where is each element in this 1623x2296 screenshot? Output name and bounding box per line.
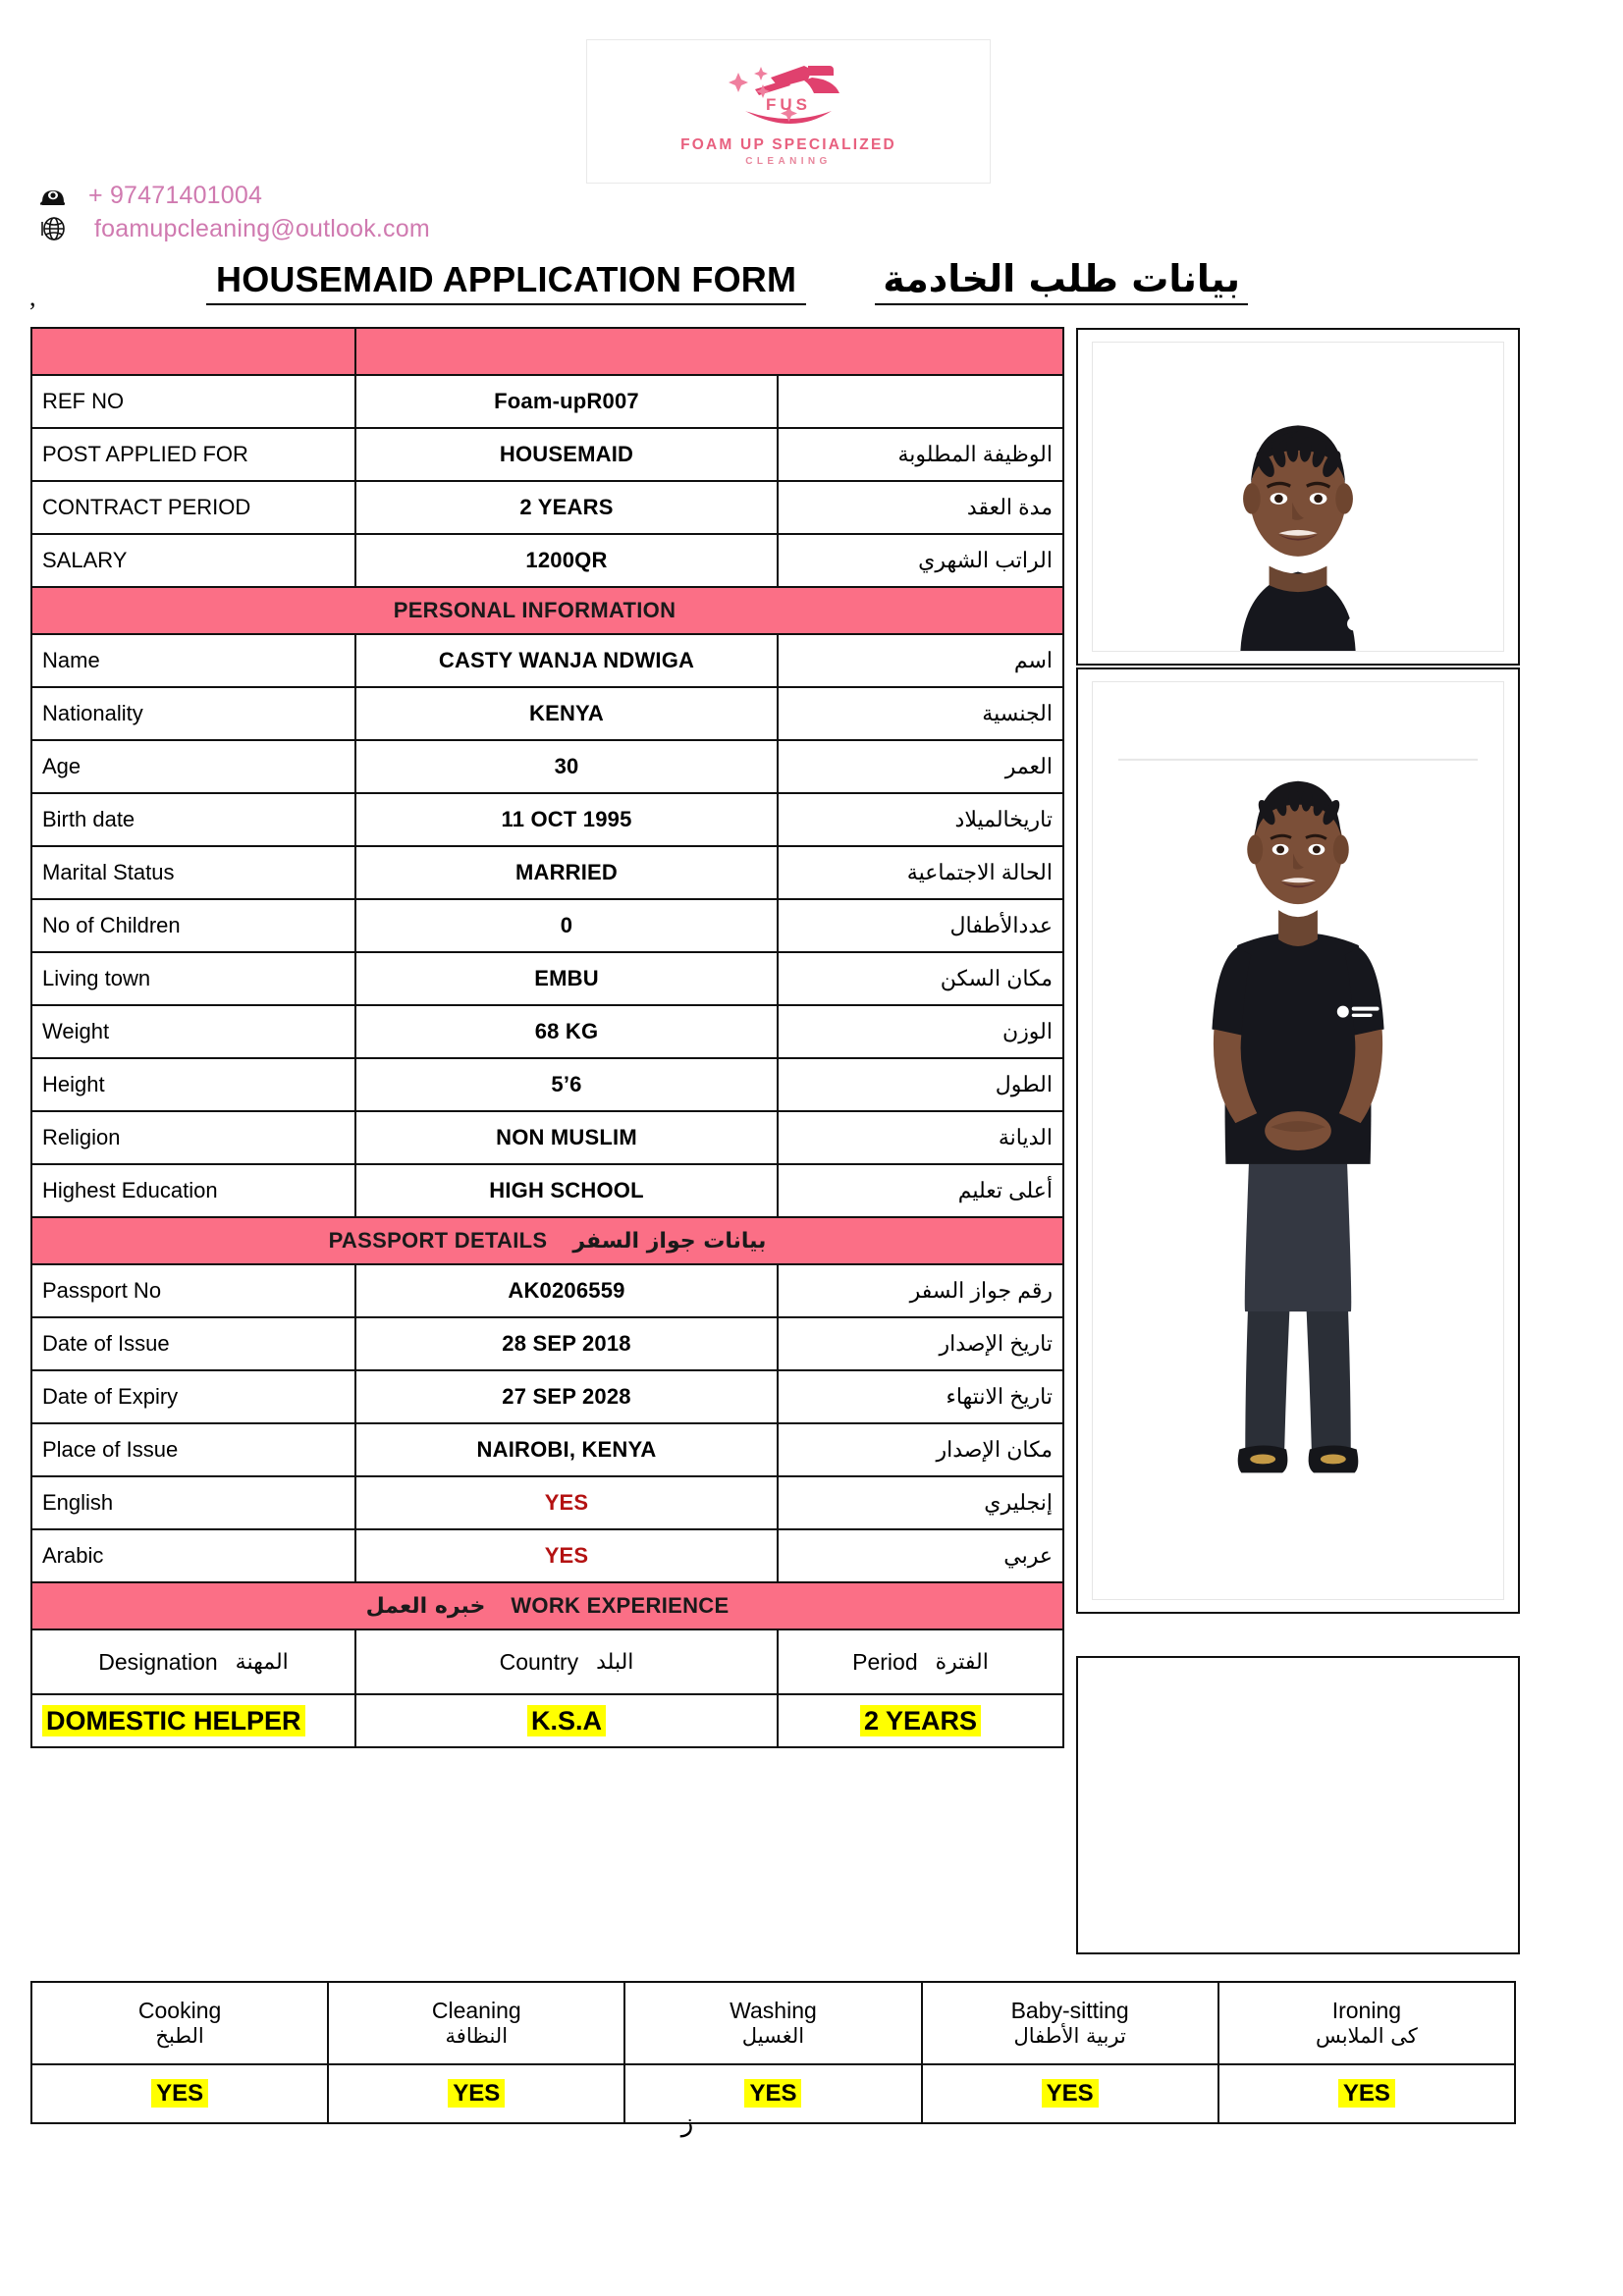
work-experience-period-cell bbox=[778, 1694, 1063, 1747]
table-row bbox=[31, 375, 1063, 428]
row-value: YES bbox=[355, 1476, 778, 1529]
row-label: Religion bbox=[31, 1111, 355, 1164]
row-label-arabic: الراتب الشهري bbox=[778, 534, 1063, 587]
skill-name-arabic: الطبخ bbox=[155, 2024, 204, 2049]
row-label: Living town bbox=[31, 952, 355, 1005]
table-row bbox=[31, 1264, 1063, 1317]
row-label: Name bbox=[31, 634, 355, 687]
row-label: English bbox=[31, 1476, 355, 1529]
work-experience-country: K.S.A bbox=[527, 1705, 606, 1736]
fullbody-photo-frame bbox=[1092, 681, 1504, 1600]
table-row bbox=[31, 1111, 1063, 1164]
applicant-fullbody-photo-box bbox=[1076, 667, 1520, 1614]
skill-header-cell bbox=[31, 1982, 328, 2064]
work-experience-header-row bbox=[31, 1629, 1063, 1694]
column-header-arabic: الفترة bbox=[935, 1649, 989, 1675]
row-label-arabic: مدة العقد bbox=[778, 481, 1063, 534]
logo-company-subtitle: CLEANING bbox=[745, 156, 832, 167]
row-label: Nationality bbox=[31, 687, 355, 740]
row-label: Highest Education bbox=[31, 1164, 355, 1217]
top-band-right-cell bbox=[355, 328, 1063, 375]
skill-header-cell bbox=[328, 1982, 624, 2064]
row-label: POST APPLIED FOR bbox=[31, 428, 355, 481]
page-title bbox=[206, 250, 1375, 305]
empty-photo-box bbox=[1076, 1656, 1520, 1954]
row-value: HIGH SCHOOL bbox=[355, 1164, 778, 1217]
work-experience-band-cell bbox=[31, 1582, 1063, 1629]
skill-name-english: Ironing bbox=[1331, 1997, 1402, 2023]
work-experience-column-header bbox=[778, 1629, 1063, 1694]
row-value: 5’6 bbox=[355, 1058, 778, 1111]
work-experience-band bbox=[31, 1582, 1063, 1629]
skill-name-english: Cleaning bbox=[431, 1997, 521, 2023]
work-experience-band-english: WORK EXPERIENCE bbox=[511, 1593, 730, 1618]
row-value: 11 OCT 1995 bbox=[355, 793, 778, 846]
row-label-arabic: تاريخ الإصدار bbox=[778, 1317, 1063, 1370]
passport-details-band-arabic: بيانات جواز السفر bbox=[572, 1229, 767, 1254]
row-label: Date of Issue bbox=[31, 1317, 355, 1370]
table-row bbox=[31, 899, 1063, 952]
telephone-icon bbox=[33, 181, 73, 210]
work-experience-column-header bbox=[355, 1629, 778, 1694]
skills-header-row bbox=[31, 1982, 1515, 2064]
row-label-arabic: مكان الإصدار bbox=[778, 1423, 1063, 1476]
row-label-arabic: إنجليري bbox=[778, 1476, 1063, 1529]
page-title-english: HOUSEMAID APPLICATION FORM bbox=[206, 259, 806, 305]
logo-company-name: FOAM UP SPECIALIZED bbox=[680, 136, 896, 153]
row-label: Date of Expiry bbox=[31, 1370, 355, 1423]
row-value: HOUSEMAID bbox=[355, 428, 778, 481]
table-row bbox=[31, 634, 1063, 687]
contact-email-row bbox=[33, 212, 544, 245]
table-row bbox=[31, 1317, 1063, 1370]
work-experience-designation: DOMESTIC HELPER bbox=[42, 1705, 305, 1736]
row-label: Passport No bbox=[31, 1264, 355, 1317]
company-logo bbox=[586, 39, 991, 184]
top-band-left-cell bbox=[31, 328, 355, 375]
row-label: Height bbox=[31, 1058, 355, 1111]
skill-header-cell bbox=[1218, 1982, 1515, 2064]
table-row bbox=[31, 1370, 1063, 1423]
row-label-arabic: عددالأطفال bbox=[778, 899, 1063, 952]
work-experience-column-header bbox=[31, 1629, 355, 1694]
row-label: Marital Status bbox=[31, 846, 355, 899]
row-label-arabic: الديانة bbox=[778, 1111, 1063, 1164]
row-label: Arabic bbox=[31, 1529, 355, 1582]
row-label-arabic: رقم جواز السفر bbox=[778, 1264, 1063, 1317]
contact-phone-row bbox=[33, 179, 544, 212]
table-row bbox=[31, 1423, 1063, 1476]
skill-name-arabic: كى الملابس bbox=[1316, 2024, 1418, 2049]
row-value: Foam-upR007 bbox=[355, 375, 778, 428]
row-value: KENYA bbox=[355, 687, 778, 740]
passport-details-band-english: PASSPORT DETAILS bbox=[328, 1228, 548, 1253]
skill-header-cell bbox=[624, 1982, 921, 2064]
row-label-arabic: الوزن bbox=[778, 1005, 1063, 1058]
globe-icon bbox=[33, 214, 73, 243]
row-label: Age bbox=[31, 740, 355, 793]
table-row bbox=[31, 1164, 1063, 1217]
work-experience-country-cell bbox=[355, 1694, 778, 1747]
row-label-arabic: الوظيفة المطلوبة bbox=[778, 428, 1063, 481]
skill-value: YES bbox=[1338, 2079, 1395, 2108]
passport-details-band-cell bbox=[31, 1217, 1063, 1264]
row-label: REF NO bbox=[31, 375, 355, 428]
row-value: 68 KG bbox=[355, 1005, 778, 1058]
work-experience-entry-row bbox=[31, 1694, 1063, 1747]
work-experience-period: 2 YEARS bbox=[860, 1705, 981, 1736]
table-row bbox=[31, 846, 1063, 899]
table-row bbox=[31, 793, 1063, 846]
skill-value: YES bbox=[448, 2079, 505, 2108]
row-label-arabic: اسم bbox=[778, 634, 1063, 687]
personal-information-band-arabic bbox=[676, 599, 701, 623]
row-label: SALARY bbox=[31, 534, 355, 587]
row-label-arabic: أعلى تعليم bbox=[778, 1164, 1063, 1217]
row-value: CASTY WANJA NDWIGA bbox=[355, 634, 778, 687]
column-header-english: Designation bbox=[98, 1648, 218, 1675]
logo-mark-text: FUS bbox=[766, 95, 811, 114]
portrait-photo-frame bbox=[1092, 342, 1504, 652]
table-row bbox=[31, 428, 1063, 481]
personal-information-band-cell bbox=[31, 587, 1063, 634]
column-header-arabic: البلد bbox=[596, 1649, 634, 1675]
skills-table bbox=[30, 1981, 1516, 2124]
skill-value: YES bbox=[744, 2079, 801, 2108]
application-details-table bbox=[30, 327, 1064, 1748]
top-pink-band bbox=[31, 328, 1063, 375]
row-label: Weight bbox=[31, 1005, 355, 1058]
row-value: YES bbox=[355, 1529, 778, 1582]
row-value: 28 SEP 2018 bbox=[355, 1317, 778, 1370]
row-value: AK0206559 bbox=[355, 1264, 778, 1317]
table-row bbox=[31, 740, 1063, 793]
row-label: Place of Issue bbox=[31, 1423, 355, 1476]
contact-email-text: foamupcleaning@outlook.com bbox=[94, 214, 430, 242]
contact-block bbox=[33, 179, 544, 245]
table-row bbox=[31, 1476, 1063, 1529]
table-row bbox=[31, 1529, 1063, 1582]
applicant-fullbody-image bbox=[1093, 682, 1503, 1599]
row-value: MARRIED bbox=[355, 846, 778, 899]
applicant-portrait-image bbox=[1093, 343, 1503, 651]
work-experience-designation-cell bbox=[31, 1694, 355, 1747]
table-row bbox=[31, 1058, 1063, 1111]
row-value: 1200QR bbox=[355, 534, 778, 587]
table-row bbox=[31, 534, 1063, 587]
row-label-arabic: عربي bbox=[778, 1529, 1063, 1582]
row-label-arabic: الحالة الاجتماعية bbox=[778, 846, 1063, 899]
skill-name-arabic: الغسيل bbox=[741, 2024, 805, 2049]
row-value: 0 bbox=[355, 899, 778, 952]
row-label: CONTRACT PERIOD bbox=[31, 481, 355, 534]
row-value: 2 YEARS bbox=[355, 481, 778, 534]
row-value: 27 SEP 2028 bbox=[355, 1370, 778, 1423]
row-value: NAIROBI, KENYA bbox=[355, 1423, 778, 1476]
table-row bbox=[31, 687, 1063, 740]
work-experience-band-arabic: خبره العمل bbox=[365, 1594, 486, 1619]
contact-phone-text: + 97471401004 bbox=[88, 181, 263, 209]
skill-name-english: Baby-sitting bbox=[1010, 1997, 1129, 2023]
footer-glyph: ز bbox=[680, 2109, 694, 2138]
skill-value: YES bbox=[1042, 2079, 1099, 2108]
row-label: Birth date bbox=[31, 793, 355, 846]
passport-details-band bbox=[31, 1217, 1063, 1264]
personal-information-band bbox=[31, 587, 1063, 634]
stray-mark: , bbox=[29, 283, 36, 311]
skill-name-english: Cooking bbox=[137, 1997, 222, 2023]
column-header-arabic: المهنة bbox=[235, 1649, 289, 1675]
row-label: No of Children bbox=[31, 899, 355, 952]
column-header-english: Period bbox=[852, 1648, 918, 1675]
foam-up-spray-icon bbox=[710, 56, 867, 133]
row-value: 30 bbox=[355, 740, 778, 793]
table-row bbox=[31, 1005, 1063, 1058]
skill-name-arabic: النظافة bbox=[445, 2024, 509, 2049]
row-label-arabic: الجنسية bbox=[778, 687, 1063, 740]
applicant-portrait-photo-box bbox=[1076, 328, 1520, 666]
row-value: EMBU bbox=[355, 952, 778, 1005]
row-label-arabic: تاريخ الانتهاء bbox=[778, 1370, 1063, 1423]
skill-value: YES bbox=[151, 2079, 208, 2108]
skill-header-cell bbox=[922, 1982, 1218, 2064]
column-header-english: Country bbox=[499, 1648, 579, 1675]
skill-name-english: Washing bbox=[730, 1997, 817, 2023]
row-label-arabic: تاريخالميلاد bbox=[778, 793, 1063, 846]
row-label-arabic: العمر bbox=[778, 740, 1063, 793]
table-row bbox=[31, 952, 1063, 1005]
table-row bbox=[31, 481, 1063, 534]
page-title-arabic: بيانات طلب الخادمة bbox=[875, 257, 1248, 305]
row-label-arabic: مكان السكن bbox=[778, 952, 1063, 1005]
skill-name-arabic: تربية الأطفال bbox=[1013, 2024, 1126, 2049]
row-label-arabic bbox=[778, 375, 1063, 428]
row-value: NON MUSLIM bbox=[355, 1111, 778, 1164]
row-label-arabic: الطول bbox=[778, 1058, 1063, 1111]
personal-information-band-english: PERSONAL INFORMATION bbox=[393, 598, 676, 622]
